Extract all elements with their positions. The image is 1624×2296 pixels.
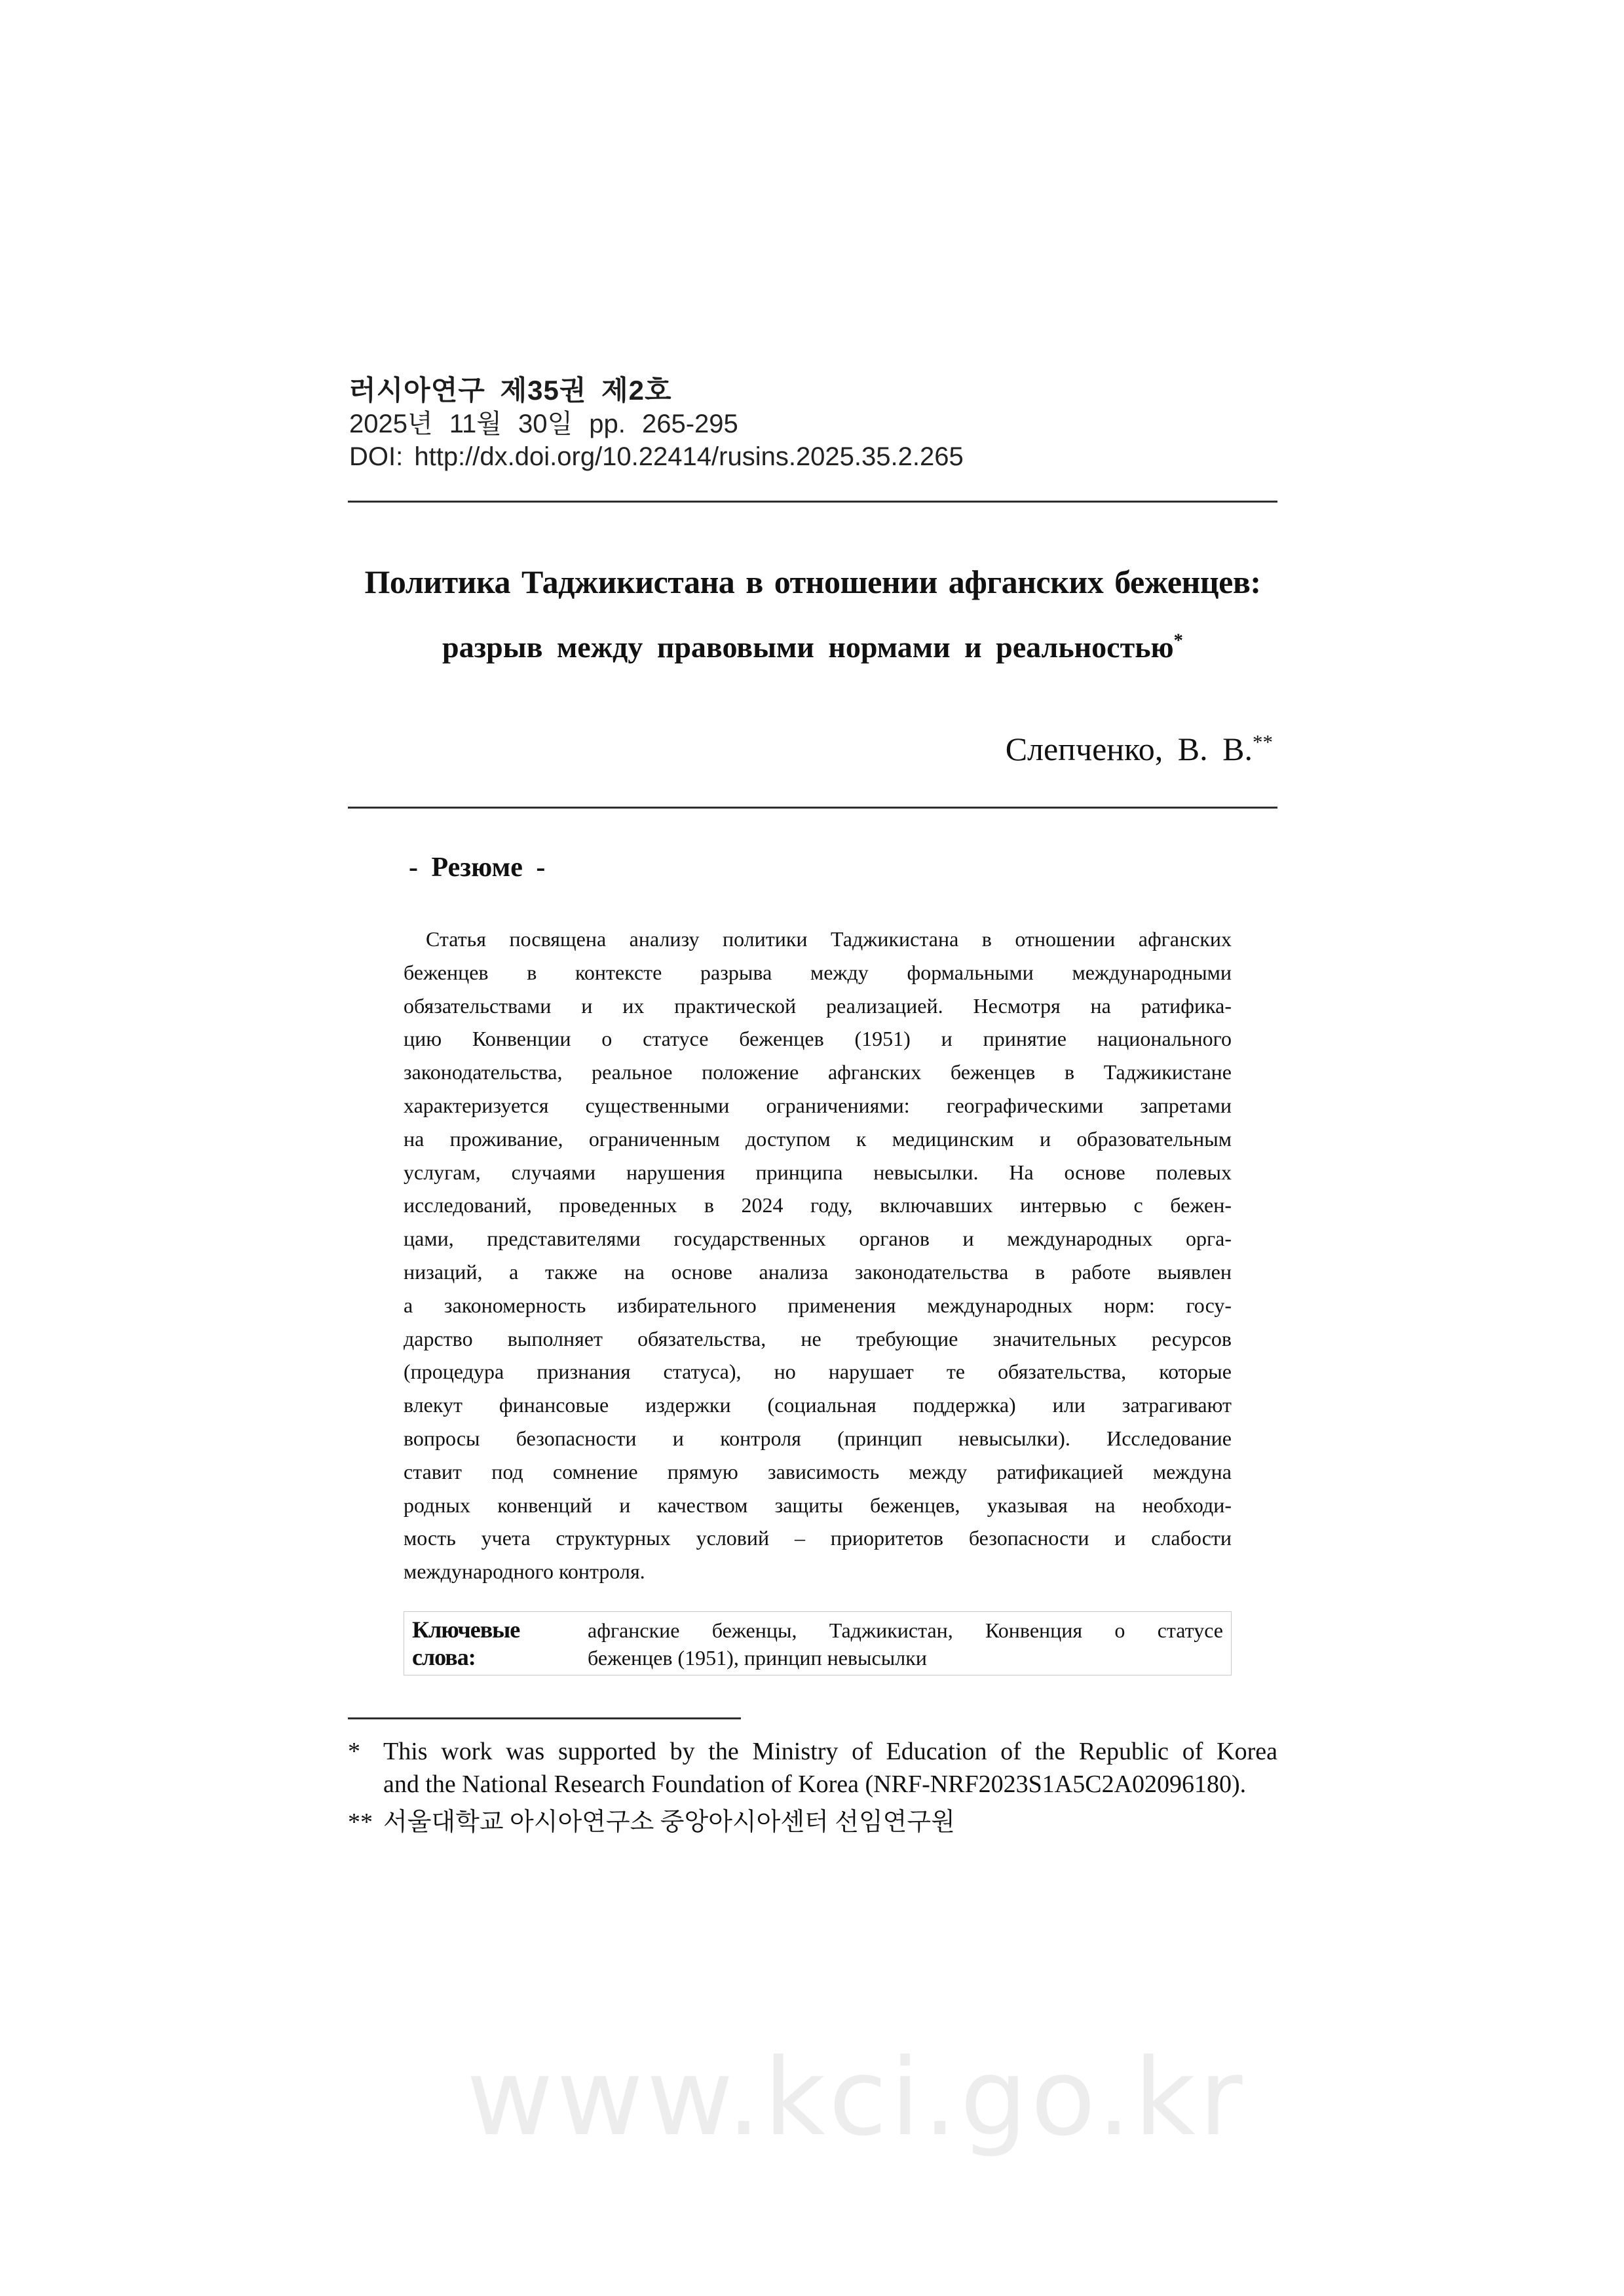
keywords-text [588, 1615, 1223, 1672]
abstract-line: обязательствами и их практической реализацией. Несмотря на ратифика- [404, 993, 1232, 1018]
abstract-line: исследований, проведенных в 2024 году, включавших интервью с бежен- [404, 1193, 1232, 1217]
abstract-line: мость учета структурных условий – приоритетов безопасности и слабости [404, 1526, 1232, 1550]
title-footnote-marker: * [1173, 630, 1183, 651]
author-name: Слепченко, В. В. [1005, 731, 1253, 767]
footnote-divider [348, 1717, 741, 1719]
footnote-marker: ** [348, 1808, 373, 1836]
footnote [348, 1735, 1277, 1801]
footnote-line: This work was supported by the Ministry of Education of the Republic of Korea [383, 1738, 1277, 1765]
article-title-line2-text: разрыв между правовыми нормами и реальностью [442, 630, 1174, 664]
abstract-line: цами, представителями государственных органов и международных орга- [404, 1227, 1232, 1251]
kci-watermark: www.kci.go.kr [466, 2037, 1246, 2160]
abstract-line: цию Конвенции о статусе беженцев (1951) и принятие национального [404, 1027, 1232, 1051]
abstract-line: законодательства, реальное положение афганских беженцев в Таджикистане [404, 1060, 1232, 1084]
header-divider [348, 501, 1277, 503]
article-title-line1: Политика Таджикистана в отношении афганских беженцев: [364, 564, 1261, 600]
resume-heading: - Резюме - [409, 852, 546, 883]
abstract-line: родных конвенций и качеством защиты беженцев, указывая на необходи- [404, 1493, 1232, 1517]
journal-info [349, 373, 964, 473]
footnote [348, 1806, 1277, 1839]
abstract-line: низаций, а также на основе анализа законодательства в работе выявлен [404, 1259, 1232, 1284]
journal-title-line: 러시아연구 제35권 제2호 [349, 375, 672, 406]
author-line [348, 729, 1273, 769]
resume-abstract [404, 923, 1232, 1588]
author-footnote-marker: ** [1253, 730, 1273, 754]
footnotes [348, 1735, 1277, 1844]
abstract-line: влекут финансовые издержки (социальная поддержка) или затрагивают [404, 1393, 1232, 1417]
date-pages-line: 2025년 11월 30일 pp. 265-295 [349, 410, 738, 438]
abstract-line: международного контроля. [404, 1559, 645, 1584]
abstract-line: ставит под сомнение прямую зависимость между ратификацией междуна [404, 1459, 1232, 1483]
abstract-line: а закономерность избирательного применения международных норм: госу- [404, 1293, 1232, 1317]
keywords-box [404, 1611, 1232, 1675]
abstract-line: вопросы безопасности и контроля (принцип невысылки). Исследование [404, 1426, 1232, 1450]
footnote-line: 서울대학교 아시아연구소 중앙아시아센터 선임연구원 [383, 1808, 955, 1836]
footnote-line: and the National Research Foundation of Korea (NRF-NRF2023S1A5C2A02096180). [383, 1770, 1247, 1798]
abstract-line: на проживание, ограниченным доступом к медицинским и образовательным [404, 1126, 1232, 1151]
abstract-line: беженцев в контексте разрыва между формальными международными [404, 960, 1232, 984]
footnote-text [383, 1806, 1277, 1839]
abstract-line: дарство выполняет обязательства, не требующие значительных ресурсов [404, 1326, 1232, 1350]
abstract-line: Статья посвящена анализу политики Таджикистана в отношении афганских [426, 927, 1232, 951]
keyword-line: беженцев (1951), принцип невысылки [588, 1646, 927, 1670]
title-divider [348, 807, 1277, 809]
article-title [348, 562, 1277, 666]
footnote-text [383, 1735, 1277, 1801]
abstract-line: услугам, случаями нарушения принципа невысылки. На основе полевых [404, 1160, 1232, 1184]
doi-line: DOI: http://dx.doi.org/10.22414/rusins.2025.35.2.265 [349, 442, 964, 471]
abstract-line: характеризуется существенными ограничениями: географическими запретами [404, 1093, 1232, 1117]
article-title-line2 [348, 629, 1277, 666]
abstract-line: (процедура признания статуса), но нарушает те обязательства, которые [404, 1360, 1232, 1384]
keywords-label: Ключевые слова: [412, 1617, 520, 1670]
keyword-line: афганские беженцы, Таджикистан, Конвенция о статусе [588, 1618, 1223, 1642]
footnote-marker: * [348, 1738, 360, 1765]
